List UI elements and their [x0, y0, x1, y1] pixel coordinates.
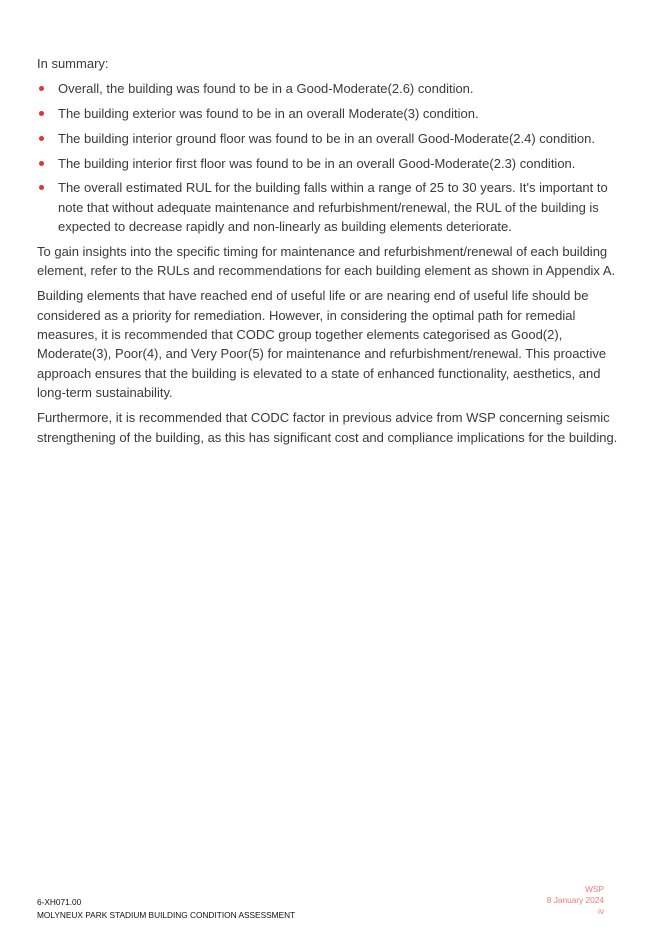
page-number: iv — [598, 906, 604, 916]
project-number: 6-XH071.00 — [37, 897, 82, 907]
list-item — [37, 104, 625, 123]
report-date: 8 January 2024 — [546, 895, 604, 905]
list-item-text: Overall, the building was found to be in a Good-Moderate(2.6) condition. — [58, 81, 474, 97]
report-title: MOLYNEUX PARK STADIUM BUILDING CONDITION ASSESSMENT — [37, 909, 296, 920]
list-item — [37, 154, 625, 173]
bullet-icon — [39, 185, 44, 190]
list-item — [37, 178, 625, 236]
footer-left — [37, 896, 295, 921]
list-item — [37, 129, 625, 148]
document-body — [37, 54, 625, 453]
list-item-text: The building interior ground floor was found to be in an overall Good-Moderate(2.4) condition. — [58, 130, 595, 146]
company-name: WSP — [585, 884, 604, 894]
paragraph-remediation: Building elements that have reached end of useful life or are nearing end of useful life should be considered as a priority for remediation. However, in considering the optimal path for remedial measures, it is recommended that CODC group together elements categorised as Good(2), Moderate(3), Poor(4), and Very Poor(5) for maintenance and refurbishment/renewal. This proactive approach ensures that the building is elevated to a state of enhanced functionality, aesthetics, and long-term sustainability. — [37, 288, 607, 400]
list-item — [37, 79, 625, 98]
bullet-icon — [39, 161, 44, 166]
bullet-icon — [39, 136, 44, 141]
paragraph-appendix: To gain insights into the specific timing for maintenance and refurbishment/renewal of each building element, refer to the RULs and recommendations for each building element as shown in Appendix A. — [37, 243, 616, 279]
paragraph-seismic: Furthermore, it is recommended that CODC factor in previous advice from WSP concerning seismic strengthening of the building, as this has significant cost and compliance implications for the building. — [37, 410, 618, 445]
list-item-text: The building interior first floor was found to be in an overall Good-Moderate(2.3) condition. — [58, 155, 576, 171]
bullet-icon — [39, 111, 44, 116]
footer-right — [547, 884, 604, 917]
bullet-icon — [39, 86, 44, 91]
summary-list — [37, 79, 625, 236]
list-item-text: The building exterior was found to be in an overall Moderate(3) condition. — [58, 106, 479, 122]
intro-text: In summary: — [37, 56, 109, 71]
list-item-text: The overall estimated RUL for the building falls within a range of 25 to 30 years. It's important to note that without adequate maintenance and refurbishment/renewal, the RUL of the building is expected to decrease rapidly and non-linearly as building elements deteriorate. — [58, 180, 608, 235]
